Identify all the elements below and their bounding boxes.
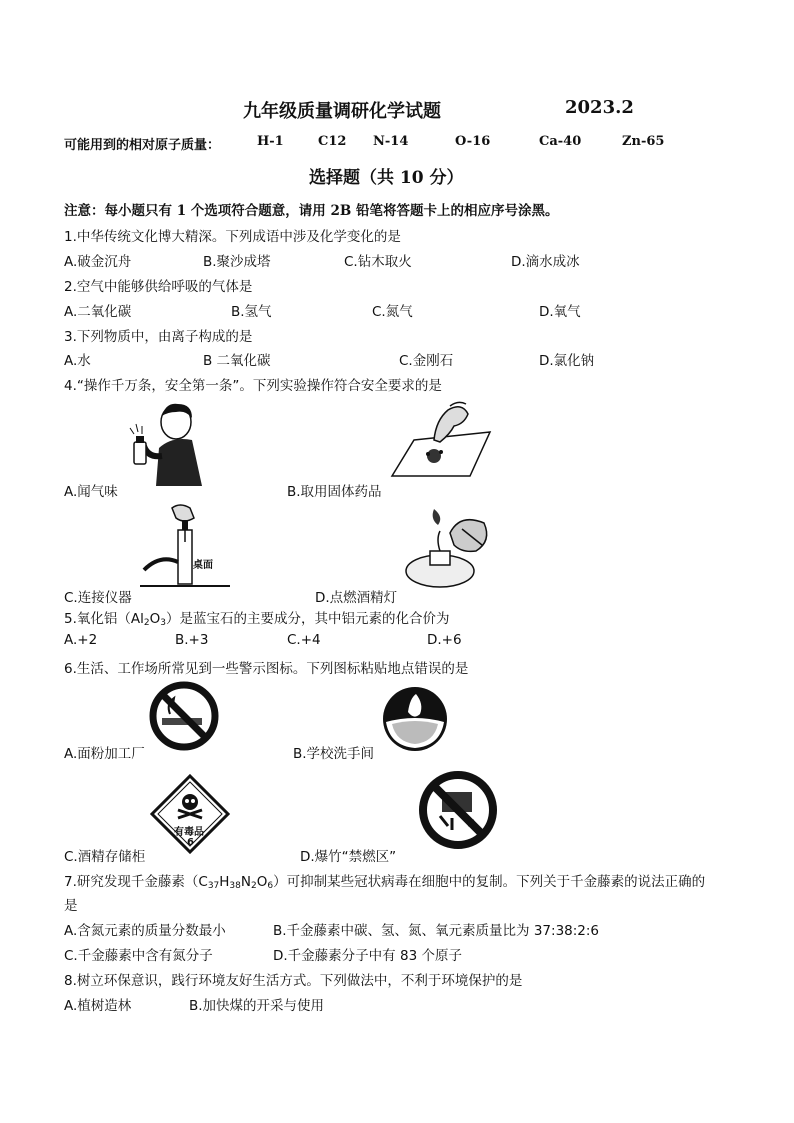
mass-o: O-16 [455, 134, 491, 149]
q7-sub-h: 38 [229, 881, 241, 891]
q7-stem [64, 870, 705, 891]
atomic-masses-label: 可能用到的相对原子质量： [64, 138, 221, 153]
q2-stem: 2.空气中能够供给呼吸的气体是 [64, 279, 253, 295]
q4-option-c: C.连接仪器 [64, 590, 132, 606]
q6-option-a: A.面粉加工厂 [64, 746, 145, 762]
q2-option-b: B.氢气 [231, 304, 272, 320]
q7-o: O [256, 874, 268, 890]
exam-date: 2023.2 [565, 97, 634, 118]
q3-option-a: A.水 [64, 353, 91, 369]
q5-sub2: 3 [160, 618, 166, 628]
q1-option-b: B.聚沙成塔 [203, 254, 271, 270]
toxic-class-number: 6 [187, 837, 194, 848]
q1-option-d: D.滴水成冰 [511, 254, 580, 270]
solid-reagent-image [390, 400, 494, 480]
q7-option-d: D.千金藤素分子中有 83 个原子 [273, 948, 462, 964]
q5-option-b: B.+3 [175, 632, 209, 648]
q8-stem: 8.树立环保意识，践行环境友好生活方式。下列做法中，不利于环境保护的是 [64, 973, 523, 989]
q5-stem-post: ）是蓝宝石的主要成分，其中铝元素的化合价为 [165, 611, 450, 627]
section-note: 注意：每小题只有 1 个选项符合题意，请用 2B 铅笔将答题卡上的相应序号涂黑。 [64, 203, 559, 219]
q5-option-c: C.+4 [287, 632, 321, 648]
q5-option-d: D.+6 [427, 632, 462, 648]
q3-option-c: C.金刚石 [399, 353, 454, 369]
q3-option-d: D.氯化钠 [539, 353, 595, 369]
q2-option-c: C.氮气 [372, 304, 413, 320]
q7-stem-post: ）可抑制某些冠状病毒在细胞中的复制。下列关于千金藤素的说法正确的 [273, 874, 706, 890]
q7-stem-line2: 是 [64, 898, 78, 914]
q8-option-b: B.加快煤的开采与使用 [189, 998, 325, 1014]
q2-option-d: D.氧气 [539, 304, 581, 320]
q6-option-b: B.学校洗手间 [293, 746, 375, 762]
no-fireworks-sign-icon [418, 770, 498, 850]
exam-title: 九年级质量调研化学试题 [243, 101, 441, 122]
q3-stem: 3.下列物质中，由离子构成的是 [64, 329, 253, 345]
q3-option-b: B 二氧化碳 [203, 353, 271, 369]
alcohol-lamp-image [400, 505, 496, 593]
q7-sub-c: 37 [207, 881, 220, 891]
q1-option-c: C.钻木取火 [344, 254, 412, 270]
table-label: 桌面 [193, 560, 213, 571]
toxic-label: 有毒品 [174, 827, 204, 838]
q2-option-a: A.二氧化碳 [64, 304, 132, 320]
q5-mid: O [149, 611, 161, 627]
mass-h: H-1 [257, 134, 284, 149]
q5-sub1: 2 [143, 618, 150, 628]
q6-option-c: C.酒精存储柜 [64, 849, 146, 865]
connect-apparatus-image [140, 502, 230, 592]
q7-sub-o: 6 [267, 881, 274, 891]
q7-option-b: B.千金藤素中碳、氢、氮、氧元素质量比为 37:38:2:6 [273, 923, 600, 939]
mass-c: C12 [318, 134, 347, 149]
q7-option-c: C.千金藤素中含有氮分子 [64, 948, 213, 964]
q5-stem-pre: 5.氧化铝（Al [64, 611, 144, 627]
section-title: 选择题（共 10 分） [309, 168, 464, 188]
mass-ca: Ca-40 [539, 134, 582, 149]
q6-option-d: D.爆竹“禁燃区” [300, 849, 397, 865]
mass-n: N-14 [373, 134, 409, 149]
q5-option-a: A.+2 [64, 632, 98, 648]
q7-option-a: A.含氮元素的质量分数最小 [64, 923, 226, 939]
smell-operation-image [126, 398, 212, 490]
q5-stem [64, 607, 449, 628]
water-saving-sign-icon [380, 684, 450, 754]
q7-h: H [219, 874, 230, 890]
q1-option-a: A.破金沉舟 [64, 254, 132, 270]
q6-stem: 6.生活、工作场所常见到一些警示图标。下列图标粘贴地点错误的是 [64, 661, 469, 677]
q8-option-a: A.植树造林 [64, 998, 132, 1014]
q4-option-d: D.点燃酒精灯 [315, 590, 398, 606]
q4-option-b: B.取用固体药品 [287, 484, 382, 500]
q7-n: N [240, 874, 251, 890]
q7-sub-n: 2 [250, 881, 257, 891]
q4-stem: 4.“操作千万条，安全第一条”。下列实验操作符合安全要求的是 [64, 378, 442, 394]
q1-stem: 1.中华传统文化博大精深。下列成语中涉及化学变化的是 [64, 229, 401, 245]
q7-stem-pre: 7.研究发现千金藤素（C [64, 874, 208, 890]
q4-option-a: A.闻气味 [64, 484, 118, 500]
mass-zn: Zn-65 [622, 134, 665, 149]
no-smoking-sign-icon [148, 680, 220, 752]
